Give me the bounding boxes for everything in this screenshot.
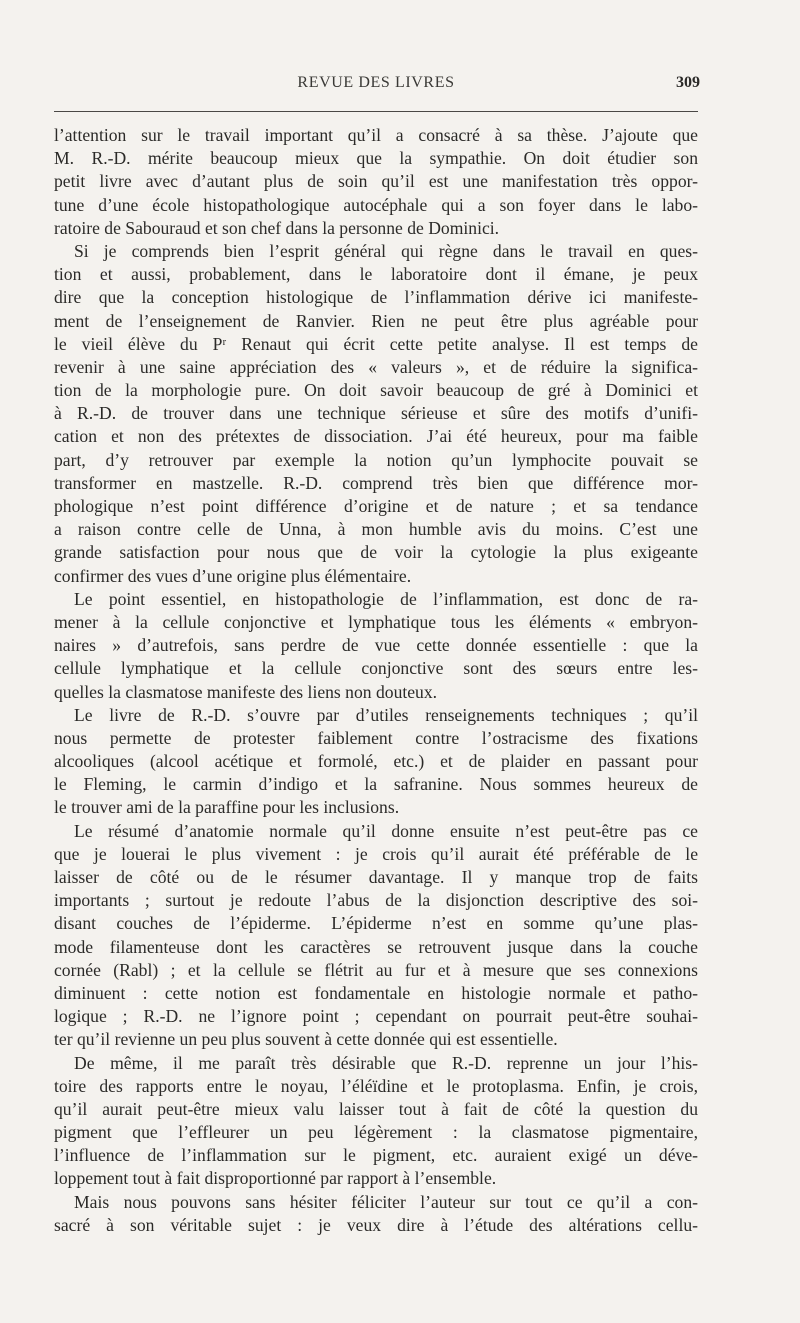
text-line: que je louerai le plus vivement : je crois qu’il aurait été préférable de le <box>54 843 698 864</box>
text-line: tune d’une école histopathologique autocéphale qui a son foyer dans le labo- <box>54 194 698 215</box>
text-line: à R.-D. de trouver dans une technique sérieuse et sûre des motifs d’unifi- <box>54 403 698 424</box>
text-line: ratoire de Sabouraud et son chef dans la personne de Dominici. <box>54 217 500 238</box>
text-line: naires » d’autrefois, sans perdre de vue cette donnée essentielle : que la <box>54 635 698 656</box>
text-line: grande satisfaction pour nous que de voir la cytologie la plus exigeante <box>54 542 698 563</box>
text-line: importants ; surtout je redoute l’abus de la disjonction descriptive des soi- <box>54 890 698 911</box>
text-line: laisser de côté ou de le résumer davantage. Il y manque trop de faits <box>54 867 698 887</box>
text-line: M. R.-D. mérite beaucoup mieux que la sympathie. On doit étudier son <box>54 148 698 169</box>
text-line: diminuent : cette notion est fondamentale en histologie normale et patho- <box>54 982 698 1003</box>
text-line: De même, il me paraît très désirable que R.-D. reprenne un jour l’his- <box>74 1052 698 1073</box>
text-line: mener à la cellule conjonctive et lymphatique tous les éléments « embryon- <box>54 611 698 632</box>
text-line: tion de la morphologie pure. On doit savoir beaucoup de gré à Dominici et <box>54 380 698 401</box>
text-line: l’attention sur le travail important qu’il a consacré à sa thèse. J’ajoute que <box>54 125 698 145</box>
text-line: nous permette de protester faiblement contre l’ostracisme des fixations <box>54 727 698 748</box>
text-line: logique ; R.-D. ne l’ignore point ; cependant on pourrait peut-être souhai- <box>54 1006 698 1027</box>
page-number: 309 <box>676 74 700 91</box>
text-line: a raison contre celle de Unna, à mon humble avis du moins. C’est une <box>54 519 698 540</box>
text-line: transformer en mastzelle. R.-D. comprend très bien que différence mor- <box>54 472 698 493</box>
header-rule <box>54 111 698 112</box>
running-title: REVUE DES LIVRES <box>297 74 455 91</box>
text-line: tion et aussi, probablement, dans le laboratoire dont il émane, je peux <box>54 264 698 285</box>
text-line: mode filamenteuse dont les caractères se retrouvent jusque dans la couche <box>54 936 698 957</box>
text-line: le vieil élève du Pʳ Renaut qui écrit cette petite analyse. Il est temps de <box>54 333 698 354</box>
text-line: cornée (Rabl) ; et la cellule se flétrit au fur et à mesure que ses connexions <box>54 959 698 980</box>
text-line: pigment que l’effleurer un peu légèrement : la clasmatose pigmentaire, <box>54 1122 698 1143</box>
text-line: phologique n’est point différence d’origine et de nature ; et sa tendance <box>54 496 698 516</box>
text-line: l’influence de l’inflammation sur le pigment, etc. auraient exigé un déve- <box>54 1145 698 1166</box>
text-line: cation et non des prétextes de dissociation. J’ai été heureux, pour ma faible <box>54 426 698 447</box>
text-line: cellule lymphatique et la cellule conjonctive sont des sœurs entre les- <box>54 658 698 679</box>
text-line: quelles la clasmatose manifeste des liens non douteux. <box>54 681 438 702</box>
body-text <box>54 124 698 1237</box>
text-line: toire des rapports entre le noyau, l’éléïdine et le protoplasma. Enfin, je crois, <box>54 1075 698 1096</box>
text-line: Le livre de R.-D. s’ouvre par d’utiles renseignements techniques ; qu’il <box>74 704 698 725</box>
text-line: Si je comprends bien l’esprit général qui règne dans le travail en ques- <box>74 240 698 261</box>
text-line: sacré à son véritable sujet : je veux dire à l’étude des altérations cellu- <box>54 1214 698 1235</box>
running-head <box>52 74 700 98</box>
text-line: le Fleming, le carmin d’indigo et la safranine. Nous sommes heureux de <box>54 774 698 795</box>
text-line: loppement tout à fait disproportionné par rapport à l’ensemble. <box>54 1168 497 1189</box>
text-line: alcooliques (alcool acétique et formolé, etc.) et de plaider en passant pour <box>54 751 698 772</box>
text-line: petit livre avec d’autant plus de soin qu’il est une manifestation très oppor- <box>54 171 698 192</box>
text-line: Le point essentiel, en histopathologie de l’inflammation, est donc de ra- <box>74 588 698 609</box>
text-line: confirmer des vues d’une origine plus élémentaire. <box>54 565 412 586</box>
text-line: dire que la conception histologique de l’inflammation dérive ici manifeste- <box>54 287 698 308</box>
text-line: ter qu’il revienne un peu plus souvent à cette donnée qui est essentielle. <box>54 1029 558 1050</box>
text-line: part, d’y retrouver par exemple la notion qu’un lymphocite pouvait se <box>54 449 698 470</box>
text-line: le trouver ami de la paraffine pour les inclusions. <box>54 797 400 818</box>
text-line: disant couches de l’épiderme. L’épiderme n’est en somme qu’une plas- <box>54 913 698 934</box>
text-line: Le résumé d’anatomie normale qu’il donne ensuite n’est peut-être pas ce <box>74 820 698 841</box>
text-line: Mais nous pouvons sans hésiter féliciter l’auteur sur tout ce qu’il a con- <box>74 1191 698 1212</box>
text-line: revenir à une saine appréciation des « valeurs », et de réduire la significa- <box>54 356 698 377</box>
text-line: qu’il aurait peut-être mieux valu laisser tout à fait de côté la question du <box>54 1098 698 1119</box>
text-line: ment de l’enseignement de Ranvier. Rien ne peut être plus agréable pour <box>54 310 698 331</box>
